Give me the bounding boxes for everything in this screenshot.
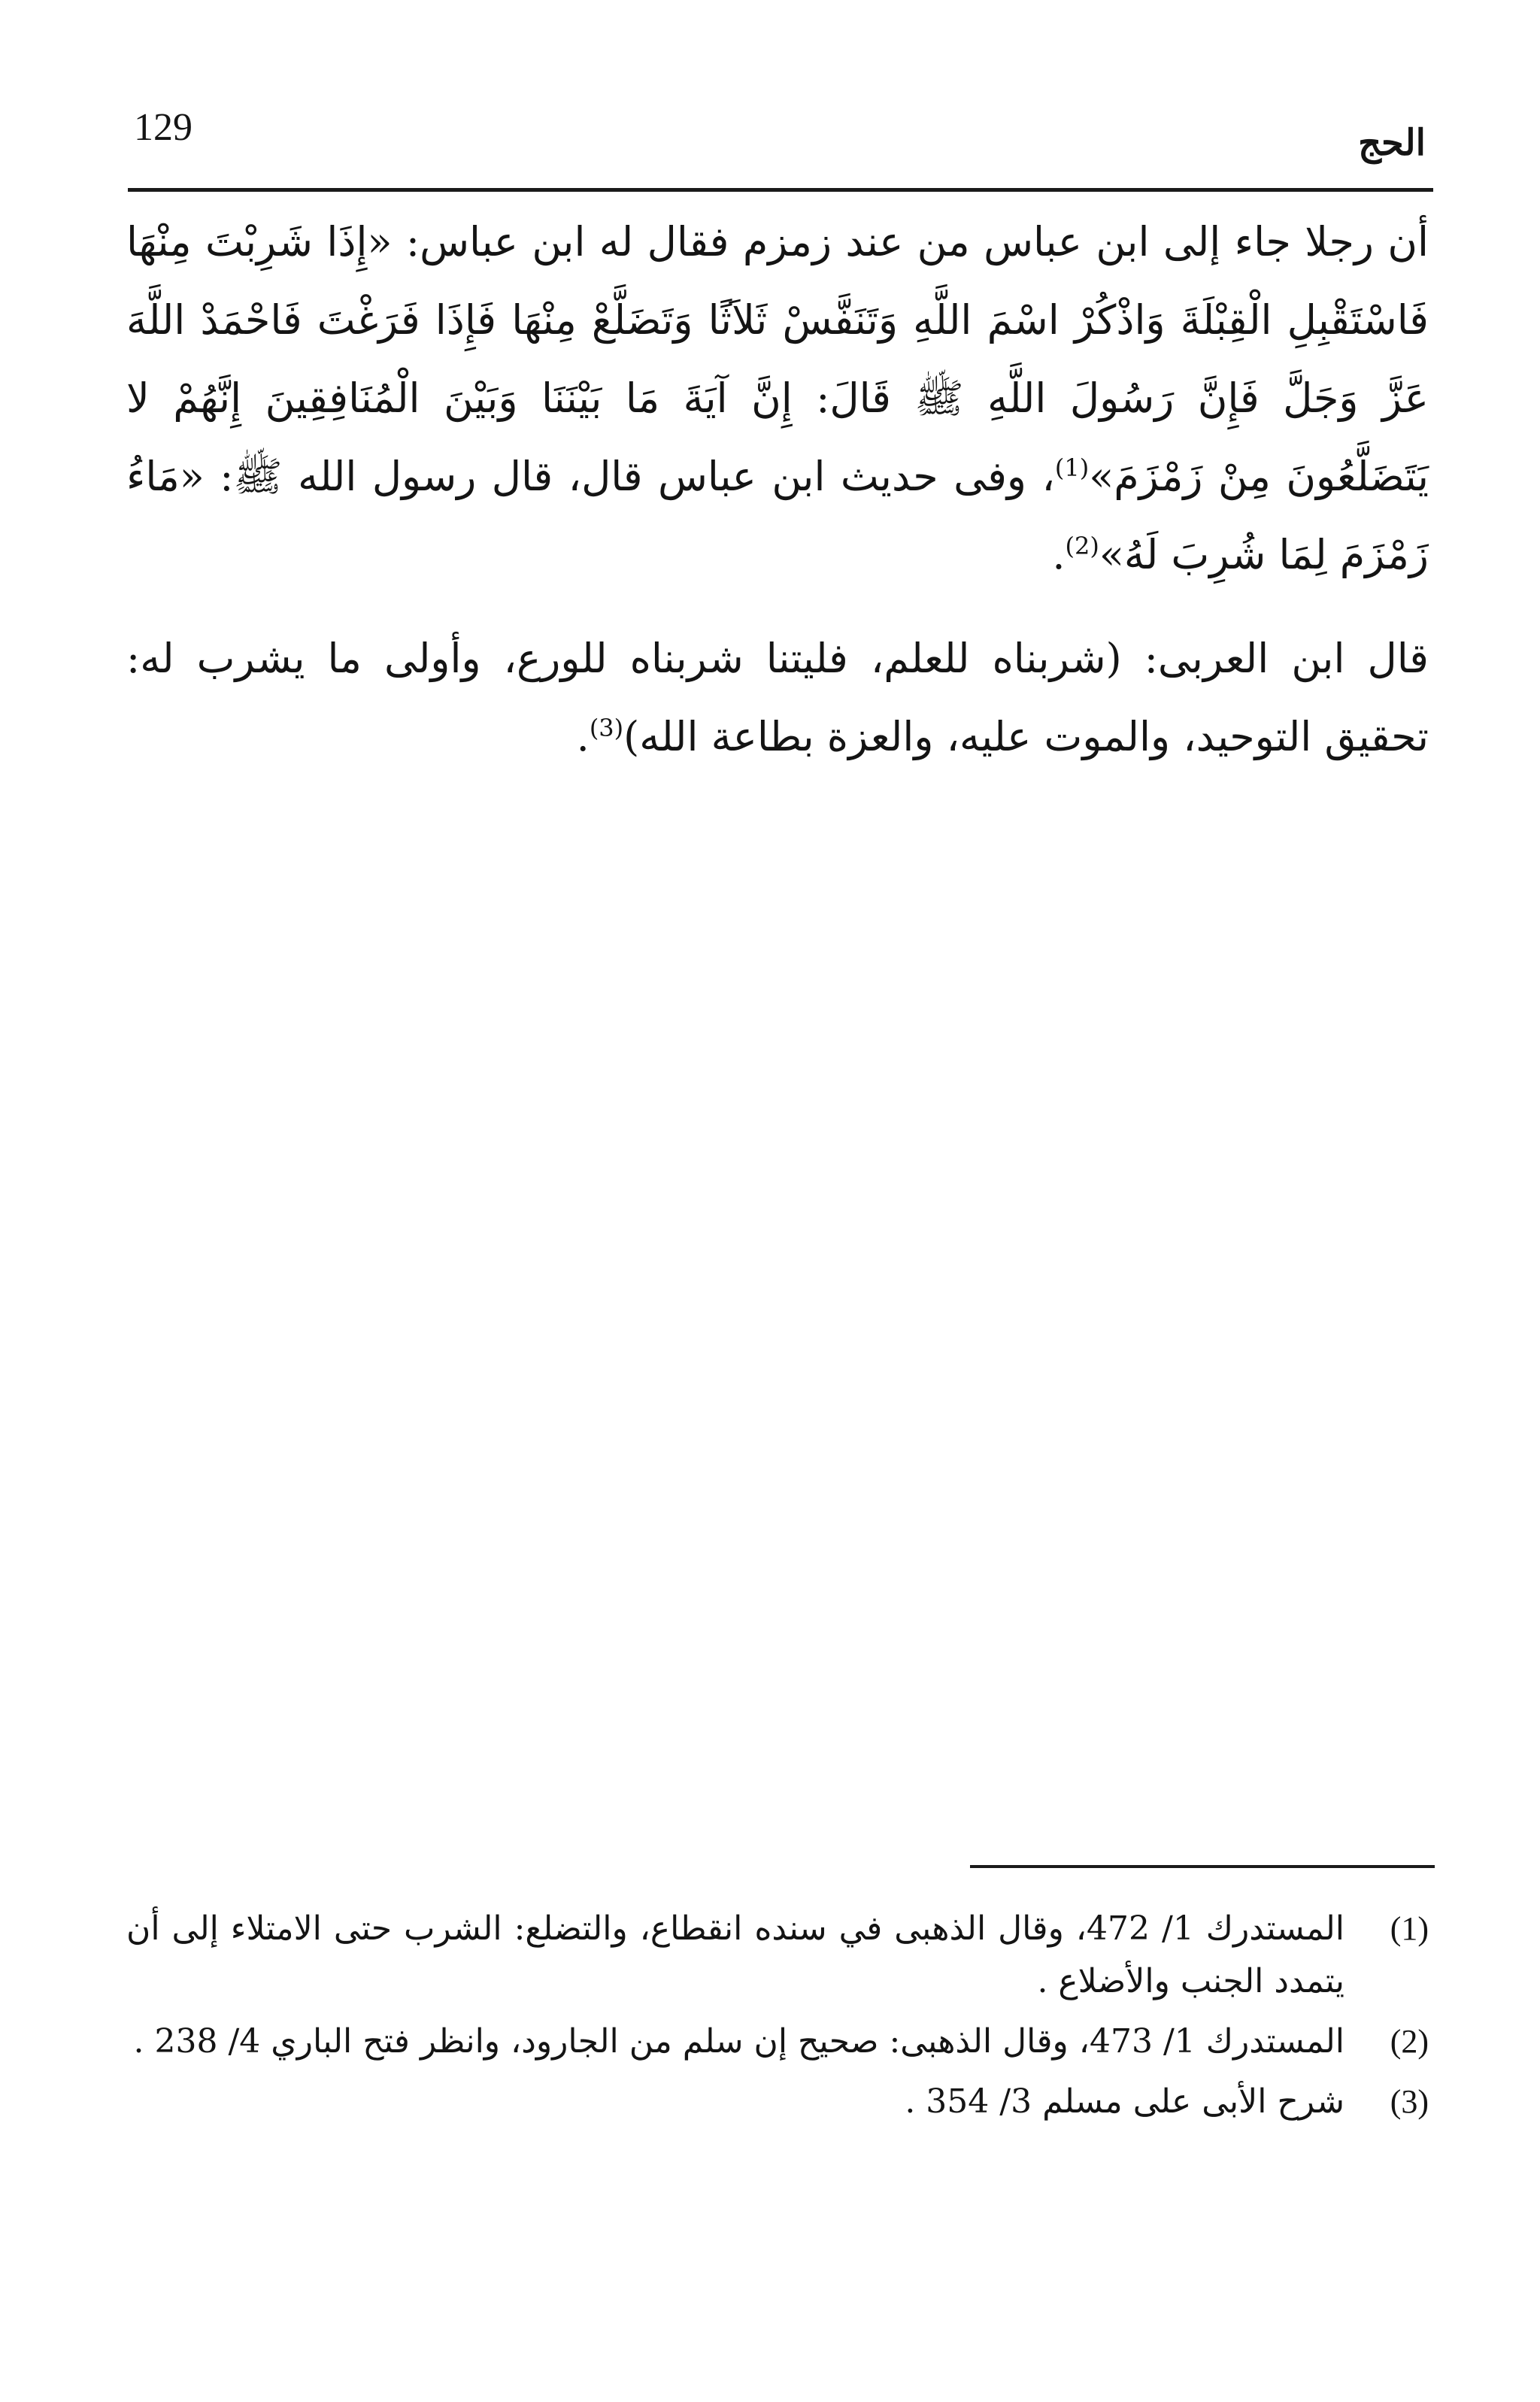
sentence-end: . bbox=[576, 713, 590, 760]
footnote-reference: (3) bbox=[589, 714, 624, 742]
footnote-text: المستدرك 1/ 472، وقال الذهبى في سنده انقطاع، والتضلع: الشرب حتى الامتلاء إلى أن يتمدد الجنب والأضلاع . bbox=[126, 1909, 1344, 2000]
footnote-rule bbox=[970, 1865, 1435, 1868]
footnote-item bbox=[126, 2015, 1429, 2068]
footnote-marker: (1) bbox=[1390, 1910, 1429, 1947]
footnote-item bbox=[126, 1903, 1429, 2008]
footnote-reference: (2) bbox=[1065, 532, 1099, 560]
footnote-text: شرح الأبى على مسلم 3/ 354 . bbox=[905, 2082, 1344, 2121]
footnote-text: المستدرك 1/ 473، وقال الذهبى: صحيح إن سلم من الجارود، وانظر فتح الباري 4/ 238 . bbox=[133, 2022, 1344, 2061]
footnotes-list bbox=[126, 1903, 1429, 2136]
paragraph-text: ، وفى حديث ابن عباس قال، قال رسول الله ﷺ: «مَاءُ زَمْزَمَ لِمَا شُرِبَ لَهُ» bbox=[126, 453, 1429, 578]
footnote-marker: (3) bbox=[1390, 2083, 1429, 2120]
paragraph-quote bbox=[126, 620, 1429, 776]
header-rule bbox=[128, 188, 1433, 192]
paragraph-hadith bbox=[126, 203, 1429, 594]
running-title: الحج bbox=[1358, 122, 1426, 164]
paragraph-text: قال ابن العربى: (شربناه للعلم، فليتنا شربناه للورع، وأولى ما يشرب له: تحقيق التوحيد، والموت عليه، والعزة بطاعة الله) bbox=[126, 635, 1429, 760]
footnote-item bbox=[126, 2076, 1429, 2128]
footnote-reference: (1) bbox=[1054, 453, 1090, 482]
main-text bbox=[126, 203, 1429, 776]
footnote-marker: (2) bbox=[1390, 2023, 1429, 2060]
paragraph-text: أن رجلا جاء إلى ابن عباس من عند زمزم فقال له ابن عباس: «إِذَا شَرِبْتَ مِنْهَا فَاسْتَقْبِلِ الْقِبْلَةَ وَاذْكُرْ اسْمَ اللَّهِ وَتَنَفَّسْ ثَلاَثًا وَتَضَلَّعْ مِنْهَا فَإِذَا فَرَغْتَ فَاحْمَدْ اللَّهَ عَزَّ وَجَلَّ فَإِنَّ رَسُولَ اللَّهِ ﷺ قَالَ: إِنَّ آيَةَ مَا بَيْنَنَا وَبَيْنَ الْمُنَافِقِينَ إِنَّهُمْ لا يَتَضَلَّعُونَ مِنْ زَمْزَمَ» bbox=[126, 218, 1429, 500]
page-number: 129 bbox=[134, 106, 192, 149]
sentence-end: . bbox=[1052, 531, 1066, 578]
